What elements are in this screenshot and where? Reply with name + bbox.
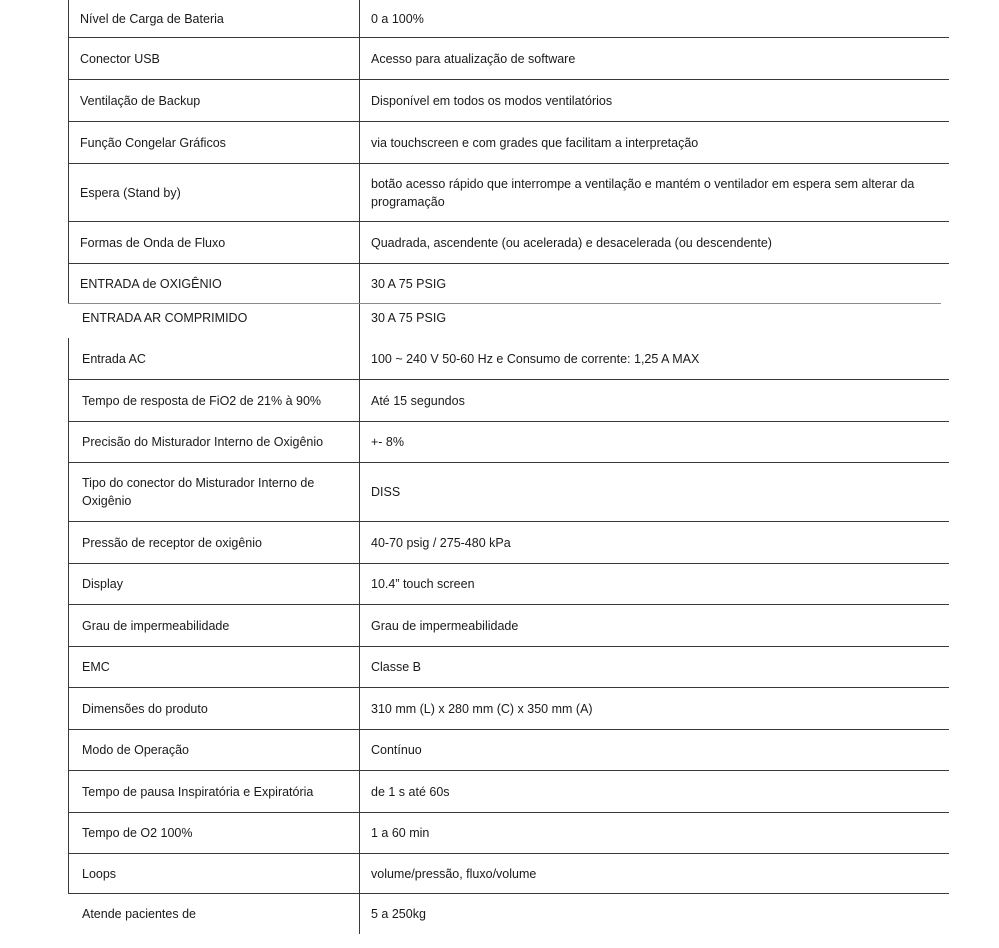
- spec-value: Classe B: [371, 660, 422, 674]
- table-row: [68, 688, 949, 730]
- spec-value: 1 a 60 min: [371, 826, 430, 840]
- table-row: [68, 338, 949, 380]
- spec-value: 5 a 250kg: [371, 907, 426, 921]
- table-row: [68, 647, 949, 688]
- table-row: [72, 304, 949, 337]
- table-row: [68, 38, 949, 80]
- spec-label: Ventilação de Backup: [80, 93, 201, 108]
- spec-label: Atende pacientes de: [82, 907, 196, 921]
- spec-label: Espera (Stand by): [80, 185, 181, 200]
- spec-label: ENTRADA AR COMPRIMIDO: [82, 311, 248, 325]
- spec-label: Modo de Operação: [82, 743, 190, 757]
- spec-value: 310 mm (L) x 280 mm (C) x 350 mm (A): [371, 701, 593, 716]
- spec-value: 0 a 100%: [371, 11, 424, 26]
- table-row: [68, 522, 949, 564]
- spec-value: Quadrada, ascendente (ou acelerada) e desacelerada (ou descendente): [371, 235, 772, 250]
- spec-label: Pressão de receptor de oxigênio: [82, 535, 262, 550]
- spec-label: Grau de impermeabilidade: [82, 618, 230, 633]
- table-row: [68, 122, 949, 164]
- table-row: [68, 730, 949, 771]
- spec-label: Formas de Onda de Fluxo: [80, 235, 226, 250]
- spec-label: Dimensões do produto: [82, 701, 208, 716]
- spec-value: volume/pressão, fluxo/volume: [371, 866, 537, 881]
- spec-value: de 1 s até 60s: [371, 784, 450, 799]
- spec-label: Precisão do Misturador Interno de Oxigênio: [82, 435, 324, 449]
- spec-label: Tipo do conector do Misturador Interno de Oxigênio: [82, 476, 315, 508]
- table-row: [68, 164, 949, 222]
- spec-value: Acesso para atualização de software: [371, 51, 576, 66]
- table-row: [68, 380, 949, 422]
- table-row: [68, 813, 949, 854]
- table-row: [68, 463, 949, 522]
- spec-label: Entrada AC: [82, 351, 146, 366]
- spec-label: Tempo de resposta de FiO2 de 21% à 90%: [82, 393, 322, 408]
- table-row: [68, 0, 949, 38]
- spec-label: Display: [82, 577, 123, 591]
- spec-value: Grau de impermeabilidade: [371, 618, 519, 633]
- table-row: [68, 422, 949, 463]
- spec-value: Até 15 segundos: [371, 393, 465, 408]
- spec-value: 40-70 psig / 275-480 kPa: [371, 535, 511, 550]
- spec-value: botão acesso rápido que interrompe a ventilação e mantém o ventilador em espera sem alterar da programação: [371, 177, 915, 209]
- spec-value: Contínuo: [371, 743, 422, 757]
- table-row: [68, 80, 949, 122]
- table-row: [68, 564, 949, 605]
- table-left-border-bottom: [68, 338, 69, 894]
- spec-label: Tempo de O2 100%: [82, 826, 193, 840]
- spec-label: Tempo de pausa Inspiratória e Expiratória: [82, 784, 314, 799]
- table-row: [68, 771, 949, 813]
- spec-label: ENTRADA de OXIGÊNIO: [80, 276, 222, 291]
- table-row: [68, 605, 949, 647]
- spec-value: 100 ~ 240 V 50-60 Hz e Consumo de corrente: 1,25 A MAX: [371, 351, 700, 366]
- spec-value: 30 A 75 PSIG: [371, 311, 447, 325]
- table-row: [68, 264, 941, 304]
- spec-label: Conector USB: [80, 51, 160, 66]
- spec-label: Loops: [82, 866, 117, 881]
- table-row: [68, 894, 949, 934]
- table-row: [68, 854, 949, 894]
- spec-value: 30 A 75 PSIG: [371, 276, 447, 291]
- spec-label: Nível de Carga de Bateria: [80, 11, 224, 26]
- spec-value: DISS: [371, 485, 401, 499]
- spec-value: 10.4” touch screen: [371, 577, 475, 591]
- spec-label: Função Congelar Gráficos: [80, 135, 226, 150]
- spec-label: EMC: [82, 660, 110, 674]
- spec-value: +- 8%: [371, 435, 405, 449]
- spec-value: via touchscreen e com grades que facilitam a interpretação: [371, 135, 699, 150]
- table-row: [68, 222, 949, 264]
- spec-value: Disponível em todos os modos ventilatórios: [371, 93, 613, 108]
